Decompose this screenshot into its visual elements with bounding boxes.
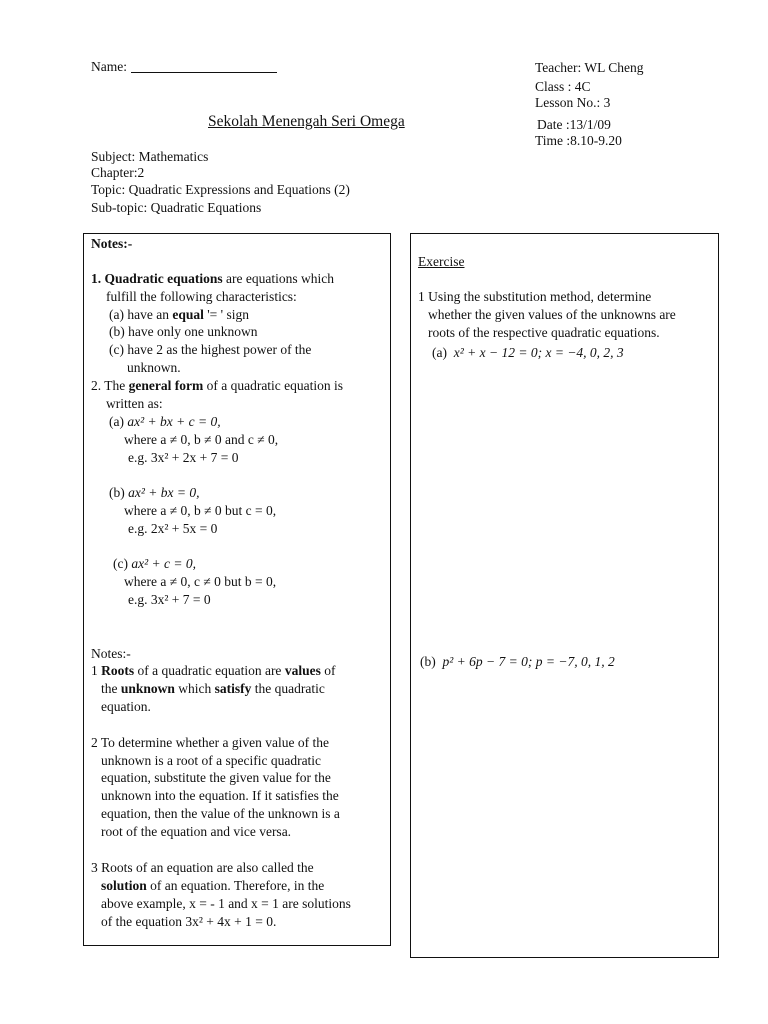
topic-line: Topic: Quadratic Expressions and Equations (2) (91, 182, 350, 197)
notes2-2-line-3: equation, substitute the given value for the (101, 770, 331, 785)
form-a-where: where a ≠ 0, b ≠ 0 and c ≠ 0, (124, 432, 279, 447)
time-info: Time :8.10-9.20 (535, 133, 622, 148)
notes2-3-line-1: 3 Roots of an equation are also called the (91, 860, 314, 875)
chapter-line: Chapter:2 (91, 165, 145, 180)
note-1-a: (a) have an equal '= ' sign (109, 307, 249, 322)
name-field (91, 59, 277, 75)
form-a: (a) ax² + bx + c = 0, (109, 414, 221, 429)
form-c: (c) ax² + c = 0, (113, 556, 196, 571)
exercise-heading: Exercise (418, 254, 465, 269)
exercise-q1b-equation: p² + 6p − 7 = 0; p = −7, 0, 1, 2 (442, 654, 615, 669)
subject-line: Subject: Mathematics (91, 149, 209, 164)
note-1-b: (b) have only one unknown (109, 324, 258, 339)
exercise-q1a-equation: x² + x − 12 = 0; x = −4, 0, 2, 3 (453, 345, 624, 360)
date-info: Date :13/1/09 (537, 117, 611, 132)
note-1-c-cont: unknown. (127, 360, 181, 375)
notes-heading: Notes:- (91, 236, 133, 251)
name-blank-line (131, 59, 277, 73)
exercise-q1a: (a) x² + x − 12 = 0; x = −4, 0, 2, 3 (432, 345, 624, 360)
notes2-2-line-6: root of the equation and vice versa. (101, 824, 292, 839)
form-c-where: where a ≠ 0, c ≠ 0 but b = 0, (124, 574, 277, 589)
form-b-example: e.g. 2x² + 5x = 0 (128, 521, 218, 536)
exercise-q1b: (b) p² + 6p − 7 = 0; p = −7, 0, 1, 2 (420, 654, 615, 669)
subtopic-line: Sub-topic: Quadratic Equations (91, 200, 262, 215)
note-2-line-2: written as: (106, 396, 163, 411)
form-b: (b) ax² + bx = 0, (109, 485, 200, 500)
exercise-q1-line-3: roots of the respective quadratic equations. (428, 325, 660, 340)
notes2-1-line-2: the unknown which satisfy the quadratic (101, 681, 325, 696)
school-title: Sekolah Menengah Seri Omega (208, 113, 405, 130)
notes2-1-line-1: 1 Roots of a quadratic equation are values of (91, 663, 336, 678)
lesson-no: Lesson No.: 3 (535, 95, 611, 110)
note-2-line-1: 2. The general form of a quadratic equation is (91, 378, 344, 393)
notes2-3-line-2: solution of an equation. Therefore, in the (101, 878, 325, 893)
notes2-2-line-5: equation, then the value of the unknown is a (101, 806, 340, 821)
exercise-q1-line-1: 1 Using the substitution method, determine (418, 289, 652, 304)
notes2-2-line-1: 2 To determine whether a given value of the (91, 735, 329, 750)
note-1-c: (c) have 2 as the highest power of the (109, 342, 312, 357)
form-a-example: e.g. 3x² + 2x + 7 = 0 (128, 450, 239, 465)
note-1-line-2: fulfill the following characteristics: (106, 289, 297, 304)
notes2-3-line-4: of the equation 3x² + 4x + 1 = 0. (101, 914, 277, 929)
teacher-info: Teacher: WL Cheng (535, 60, 644, 75)
notes2-1-line-3: equation. (101, 699, 151, 714)
notes2-heading: Notes:- (91, 646, 131, 661)
notes2-2-line-2: unknown is a root of a specific quadratic (101, 753, 322, 768)
notes2-3-line-3: above example, x = - 1 and x = 1 are solutions (101, 896, 351, 911)
notes2-2-line-4: unknown into the equation. If it satisfies the (101, 788, 339, 803)
class-info: Class : 4C (535, 79, 591, 94)
exercise-q1-line-2: whether the given values of the unknowns are (428, 307, 676, 322)
form-c-example: e.g. 3x² + 7 = 0 (128, 592, 211, 607)
exercise-box (410, 233, 719, 958)
note-1-line-1: 1. Quadratic equations are equations which (91, 271, 334, 286)
form-b-where: where a ≠ 0, b ≠ 0 but c = 0, (124, 503, 277, 518)
name-label: Name: (91, 59, 127, 74)
